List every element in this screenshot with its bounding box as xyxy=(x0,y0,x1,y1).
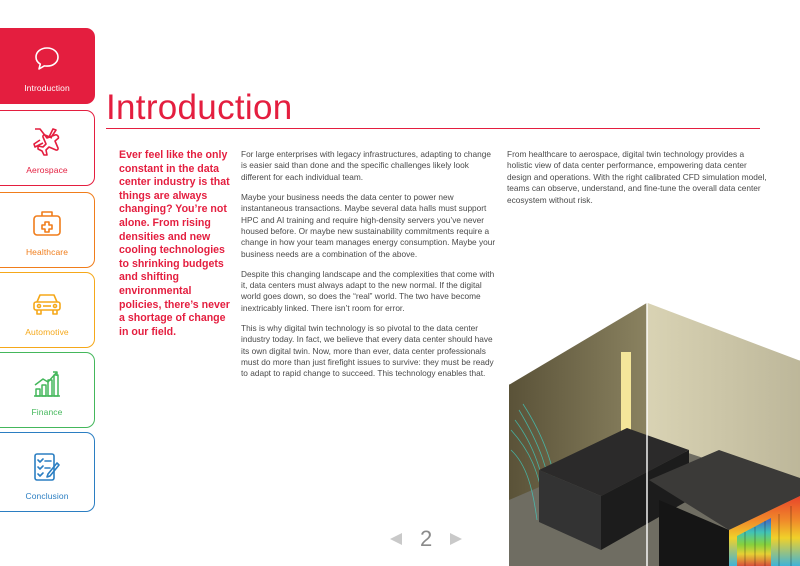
sidebar-item-label: Aerospace xyxy=(26,165,68,175)
page-title: Introduction xyxy=(106,88,293,127)
body-paragraph: For large enterprises with legacy infrastructures, adapting to change is easier said than done and the specific challenges likely look different for each individual team. xyxy=(241,149,491,182)
data-center-cfd-render xyxy=(509,300,800,566)
body-paragraph: Maybe your business needs the data center to power new instantaneous transactions. Maybe several data halls must support HPC and AI training and require high-density servers you’ve never housed before. Or maybe new sustainability commitments require a change in how your team manages energy consumption. Maybe your business needs are a combination of the above. xyxy=(241,191,496,259)
sidebar-item-aerospace[interactable] xyxy=(0,110,95,186)
body-column-middle xyxy=(241,149,496,388)
growth-chart-icon xyxy=(29,365,65,401)
chat-bubble-icon xyxy=(29,41,65,77)
sidebar-item-label: Finance xyxy=(31,407,63,417)
title-divider xyxy=(106,128,760,129)
sidebar-item-finance[interactable] xyxy=(0,352,95,428)
sidebar-item-label: Conclusion xyxy=(25,491,69,501)
body-paragraph: This is why digital twin technology is so pivotal to the data center industry today. In fact, we believe that every data center should have its own digital twin. Now, more than ever, data center professionals must do more than just firefight issues to survive: they must be ready to adapt to rapid change to succeed. This technology enables that. xyxy=(241,322,494,379)
previous-page-arrow-icon[interactable] xyxy=(390,533,402,545)
sidebar-item-label: Healthcare xyxy=(25,247,69,257)
pagination xyxy=(390,526,462,552)
sidebar-item-label: Automotive xyxy=(25,327,69,337)
airplane-icon xyxy=(29,123,65,159)
lead-paragraph: Ever feel like the only constant in the data center industry is that things are always changing? You’re not alone. From rising densities and new cooling technologies to shrinking budgets and shifting environmental policies, there’s never a shortage of change in our field. xyxy=(119,149,230,338)
sidebar-item-label: Introduction xyxy=(24,83,70,93)
medical-kit-icon xyxy=(29,205,65,241)
body-column-right xyxy=(507,149,769,215)
checklist-icon xyxy=(29,449,65,485)
sidebar-item-automotive[interactable] xyxy=(0,272,95,348)
next-page-arrow-icon[interactable] xyxy=(450,533,462,545)
page-number: 2 xyxy=(420,526,433,551)
car-icon xyxy=(29,285,65,321)
sidebar-item-healthcare[interactable] xyxy=(0,192,95,268)
body-paragraph: From healthcare to aerospace, digital twin technology provides a holistic view of data center performance, empowering data center design and operations. With the right calibrated CFD simulation model, teams can observe, understand, and fine-tune the overall data center ecosystem without risk. xyxy=(507,149,767,205)
sidebar-item-conclusion[interactable] xyxy=(0,432,95,512)
sidebar-item-introduction[interactable] xyxy=(0,28,95,104)
body-paragraph: Despite this changing landscape and the complexities that come with it, data centers must always adapt to the new normal. If the digital world goes down, so does the “real” world. The two have become inextricably linked. There isn’t room for error. xyxy=(241,268,495,313)
